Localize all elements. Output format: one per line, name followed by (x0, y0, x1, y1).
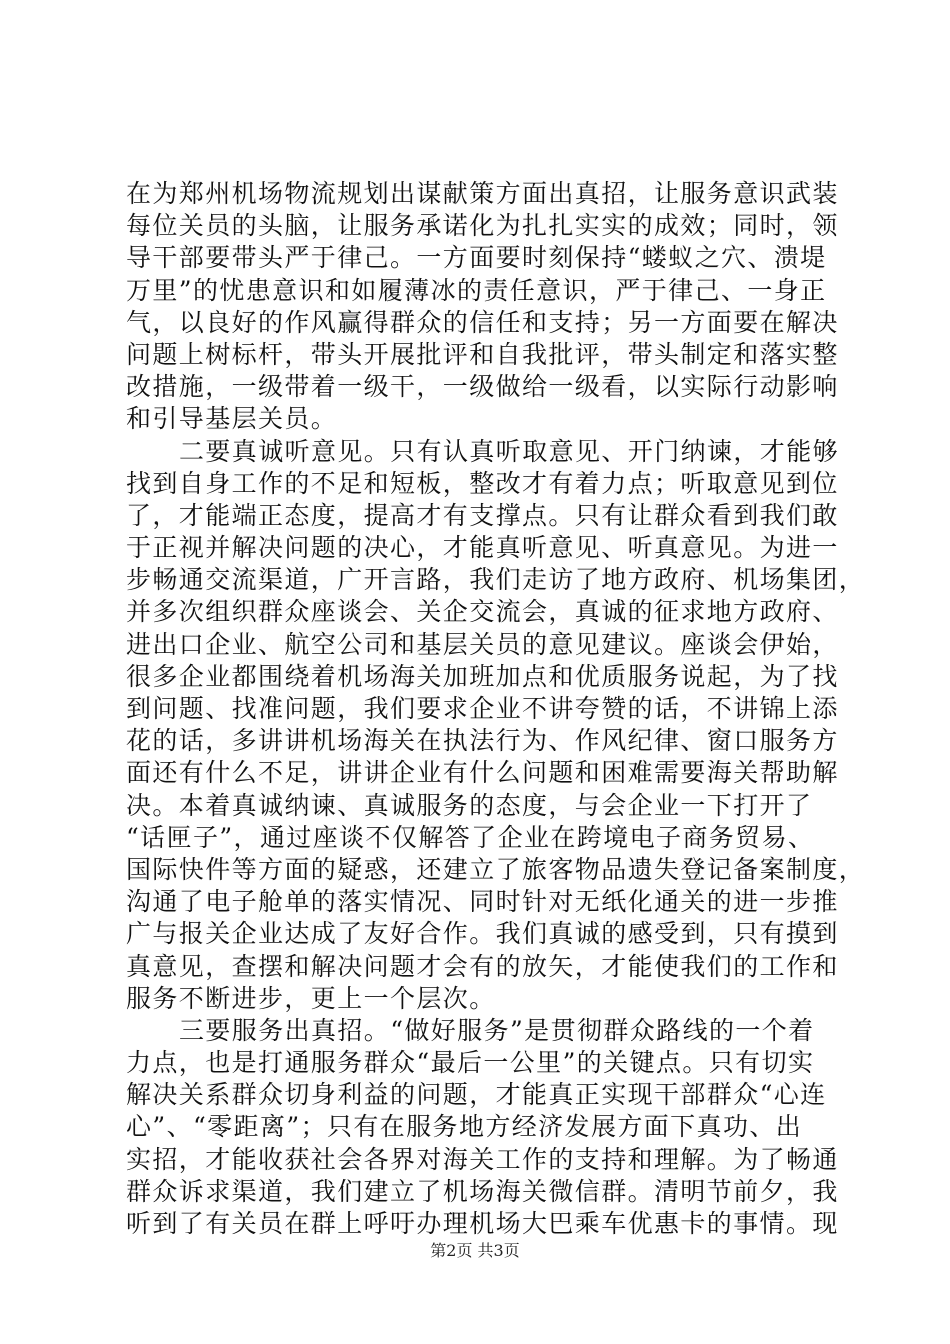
text-line: 和引导基层关员。 (126, 404, 338, 434)
text-line: 解决关系群众切身利益的问题，才能真正实现干部群众“心连 (126, 1080, 827, 1110)
text-line: 改措施，一级带着一级干，一级做给一级看，以实际行动影响 (126, 372, 839, 402)
text-line: 二要真诚听意见。只有认真听取意见、开门纳谏，才能够 (179, 436, 840, 466)
text-line: 万里”的忧患意识和如履薄冰的责任意识，严于律己、一身正 (126, 275, 827, 305)
paragraph (126, 178, 846, 436)
text-line: 很多企业都围绕着机场海关加班加点和优质服务说起，为了找 (126, 661, 839, 691)
text-line: 导干部要带头严于律己。一方面要时刻保持“蝼蚁之穴、溃堤 (126, 243, 827, 273)
text-line: 服务不断进步，更上一个层次。 (126, 983, 496, 1013)
text-line: 真意见，查摆和解决问题才会有的放矢，才能使我们的工作和 (126, 951, 839, 981)
text-line: 每位关员的头脑，让服务承诺化为扎扎实实的成效；同时，领 (126, 211, 839, 241)
text-line: 了，才能端正态度，提高才有支撑点。只有让群众看到我们敢 (126, 500, 839, 530)
text-line: 面还有什么不足，讲讲企业有什么问题和困难需要海关帮助解 (126, 758, 839, 788)
text-line: 实招，才能收获社会各界对海关工作的支持和理解。为了畅通 (126, 1144, 839, 1174)
text-line: 在为郑州机场物流规划出谋献策方面出真招，让服务意识武装 (126, 179, 839, 208)
text-line: 到问题、找准问题，我们要求企业不讲夸赞的话，不讲锦上添 (126, 694, 839, 723)
text-line: 找到自身工作的不足和短板，整改才有着力点；听取意见到位 (126, 468, 839, 498)
text-line: 问题上树标杆，带头开展批评和自我批评，带头制定和落实整 (126, 339, 839, 369)
text-line: 花的话，多讲讲机场海关在执法行为、作风纪律、窗口服务方 (126, 726, 839, 756)
page-footer: 第2页 共3页 (430, 1241, 520, 1260)
paragraph (126, 436, 866, 1015)
text-line: 群众诉求渠道，我们建立了机场海关微信群。清明节前夕，我 (126, 1176, 839, 1206)
text-line: “话匣子”，通过座谈不仅解答了企业在跨境电子商务贸易、 (126, 822, 815, 852)
paragraph (126, 1015, 846, 1240)
text-line: 进出口企业、航空公司和基层关员的意见建议。座谈会伊始， (126, 629, 839, 659)
text-line: 气，以良好的作风赢得群众的信任和支持；另一方面要在解决 (126, 307, 839, 337)
document-body (126, 178, 866, 1240)
text-line: 听到了有关员在群上呼吁办理机场大巴乘车优惠卡的事情。现 (126, 1209, 839, 1238)
text-line: 国际快件等方面的疑惑，还建立了旅客物品遗失登记备案制度， (126, 854, 866, 884)
text-line: 并多次组织群众座谈会、关企交流会，真诚的征求地方政府、 (126, 597, 839, 627)
text-line: 力点，也是打通服务群众“最后一公里”的关键点。只有切实 (126, 1048, 815, 1078)
text-line: 三要服务出真招。“做好服务”是贯彻群众路线的一个着 (179, 1015, 815, 1045)
text-line: 于正视并解决问题的决心，才能真听意见、听真意见。为进一 (126, 533, 839, 563)
text-line: 步畅通交流渠道，广开言路，我们走访了地方政府、机场集团， (126, 565, 866, 595)
text-line: 广与报关企业达成了友好合作。我们真诚的感受到，只有摸到 (126, 919, 839, 949)
text-line: 心”、“零距离”；只有在服务地方经济发展方面下真功、出 (126, 1112, 803, 1142)
text-line: 决。本着真诚纳谏、真诚服务的态度，与会企业一下打开了 (126, 790, 813, 820)
text-line: 沟通了电子舱单的落实情况、同时针对无纸化通关的进一步推 (126, 887, 839, 917)
